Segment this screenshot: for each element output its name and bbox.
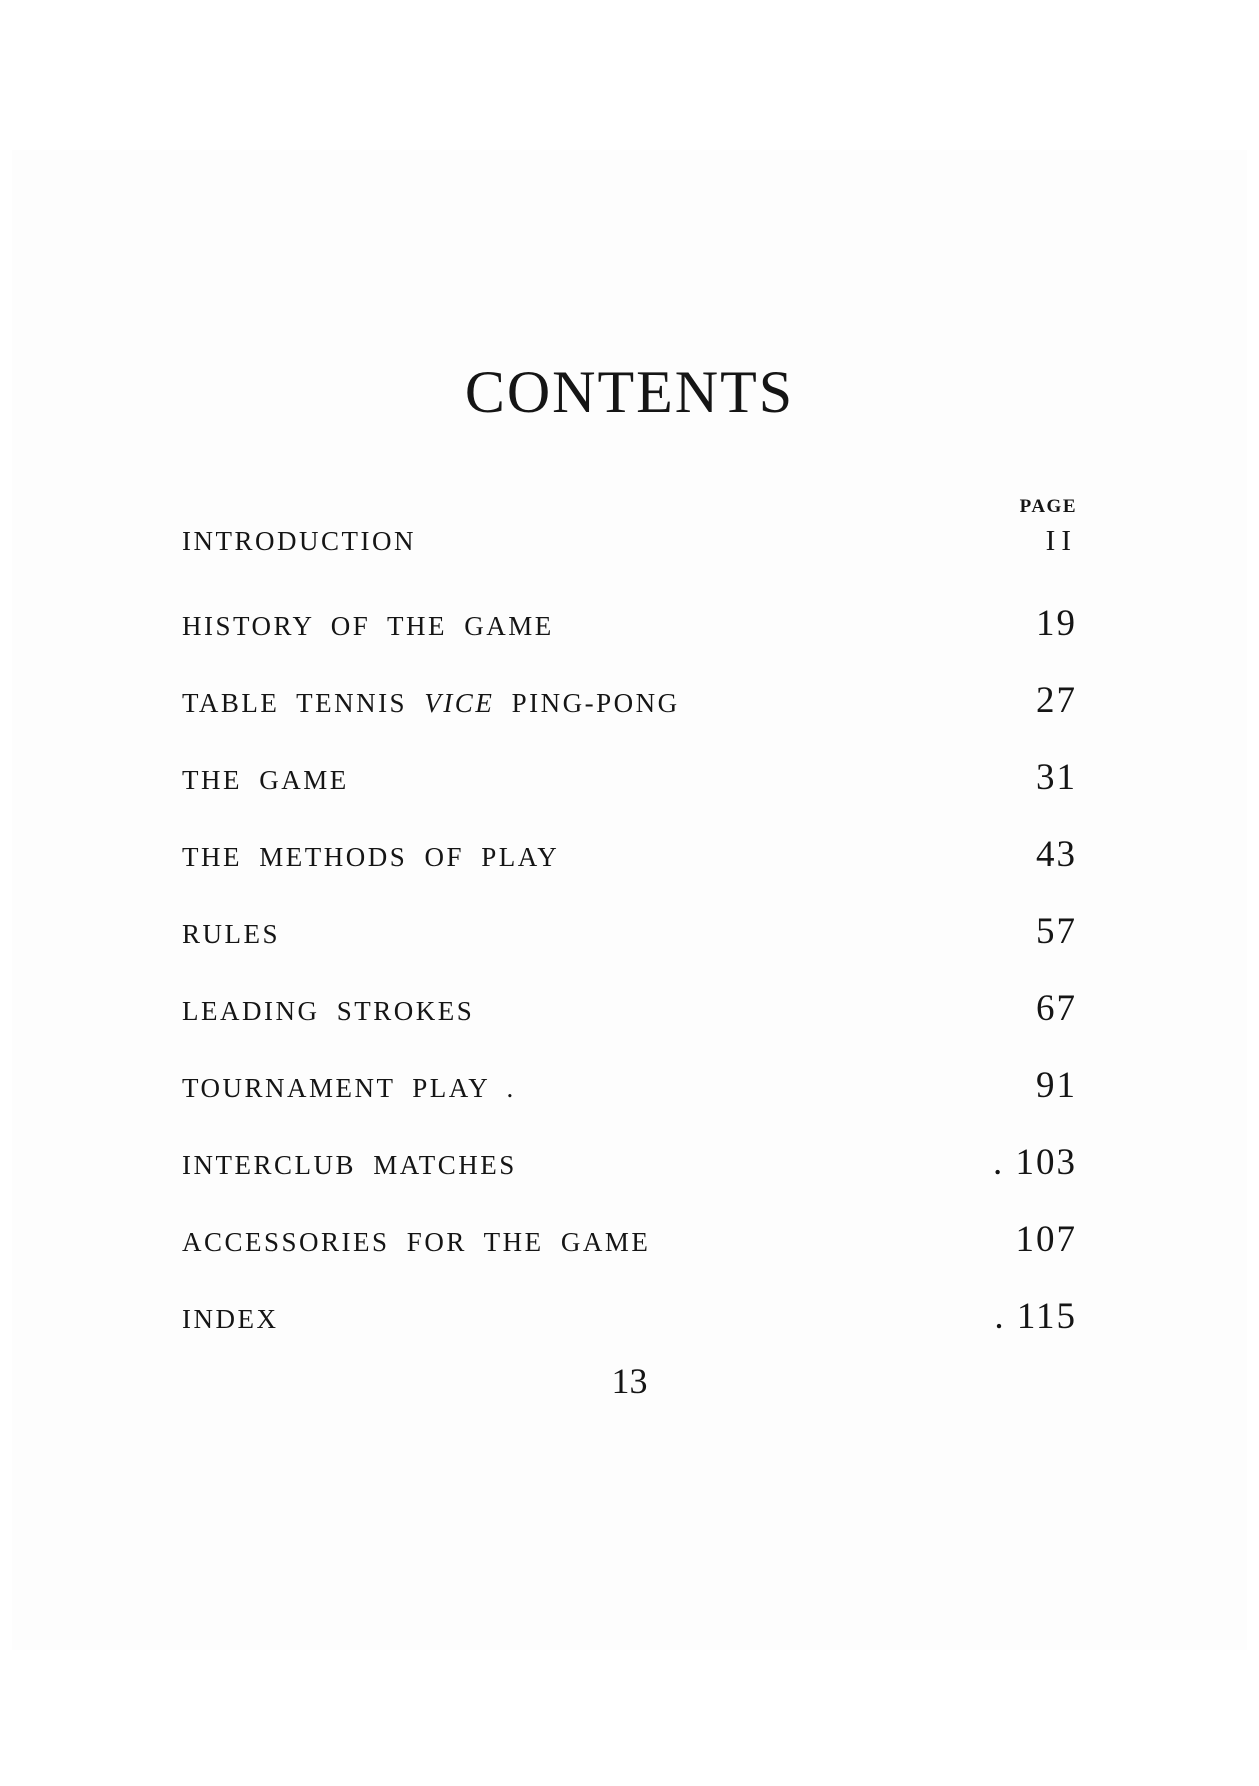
toc-entry-title: [182, 996, 474, 1027]
toc-entry-title-text: THE METHODS OF PLAY: [182, 842, 560, 872]
toc-entry-title: [182, 765, 349, 796]
page-number: 13: [611, 1361, 648, 1401]
toc-entry-page: . 115: [994, 1296, 1077, 1337]
toc-entry-title-text-post: PING-PONG: [494, 688, 680, 718]
toc-entry-page: 31: [1036, 757, 1077, 798]
toc-entry-title: [182, 919, 280, 950]
toc-entry-title-text: TABLE TENNIS: [182, 688, 425, 718]
toc-entry-title: [182, 842, 559, 873]
toc-entry-the-game: [182, 756, 1077, 833]
toc-entry-title: [182, 1227, 650, 1258]
toc-entry-title-text: THE GAME: [182, 765, 349, 795]
toc-entry-page: 19: [1036, 603, 1077, 644]
toc-entry-title-text: INDEX: [182, 1304, 279, 1334]
toc-entry-page: 57: [1036, 911, 1077, 952]
toc-entry-title: [182, 688, 680, 719]
toc-entry-title: [182, 611, 554, 642]
toc-entry-title-text: INTRODUCTION: [182, 526, 416, 556]
toc-entry-page: II: [1045, 525, 1077, 557]
toc-entry-interclub-matches: [182, 1141, 1077, 1218]
toc-entry-title-text: INTERCLUB MATCHES: [182, 1150, 517, 1180]
toc-entry-leading-strokes: [182, 987, 1077, 1064]
toc-entry-title: [182, 1150, 517, 1181]
toc-entry-title-text: ACCESSORIES FOR THE GAME: [182, 1227, 651, 1257]
toc-entry-page: 43: [1036, 834, 1077, 875]
toc-entry-introduction: [182, 525, 1077, 602]
toc-entry-methods-of-play: [182, 833, 1077, 910]
toc-entry-title-text: HISTORY OF THE GAME: [182, 611, 554, 641]
toc-entry-page: . 103: [993, 1142, 1077, 1183]
toc-entry-title: [182, 1304, 278, 1335]
toc-entry-accessories: [182, 1218, 1077, 1295]
page-column-header: PAGE: [1019, 496, 1077, 517]
toc-entry-page: 107: [1015, 1219, 1077, 1260]
toc-entry-title-text: LEADING STROKES: [182, 996, 475, 1026]
toc-entry-title-text: TOURNAMENT PLAY .: [182, 1073, 516, 1103]
toc-entry-title-text: RULES: [182, 919, 281, 949]
toc-entry-page: 91: [1036, 1065, 1077, 1106]
toc-entry-page: 67: [1036, 988, 1077, 1029]
toc-entry-title: [182, 1073, 516, 1104]
page-title: CONTENTS: [464, 359, 795, 425]
toc-entry-history: [182, 602, 1077, 679]
toc-entry-rules: [182, 910, 1077, 987]
toc-entry-title-italic: VICE: [424, 688, 495, 718]
toc-entry-table-tennis: [182, 679, 1077, 756]
toc-entry-tournament-play: [182, 1064, 1077, 1141]
toc-entry-page: 27: [1036, 680, 1077, 721]
table-of-contents: [182, 525, 1077, 1372]
toc-entry-title: [182, 526, 416, 557]
